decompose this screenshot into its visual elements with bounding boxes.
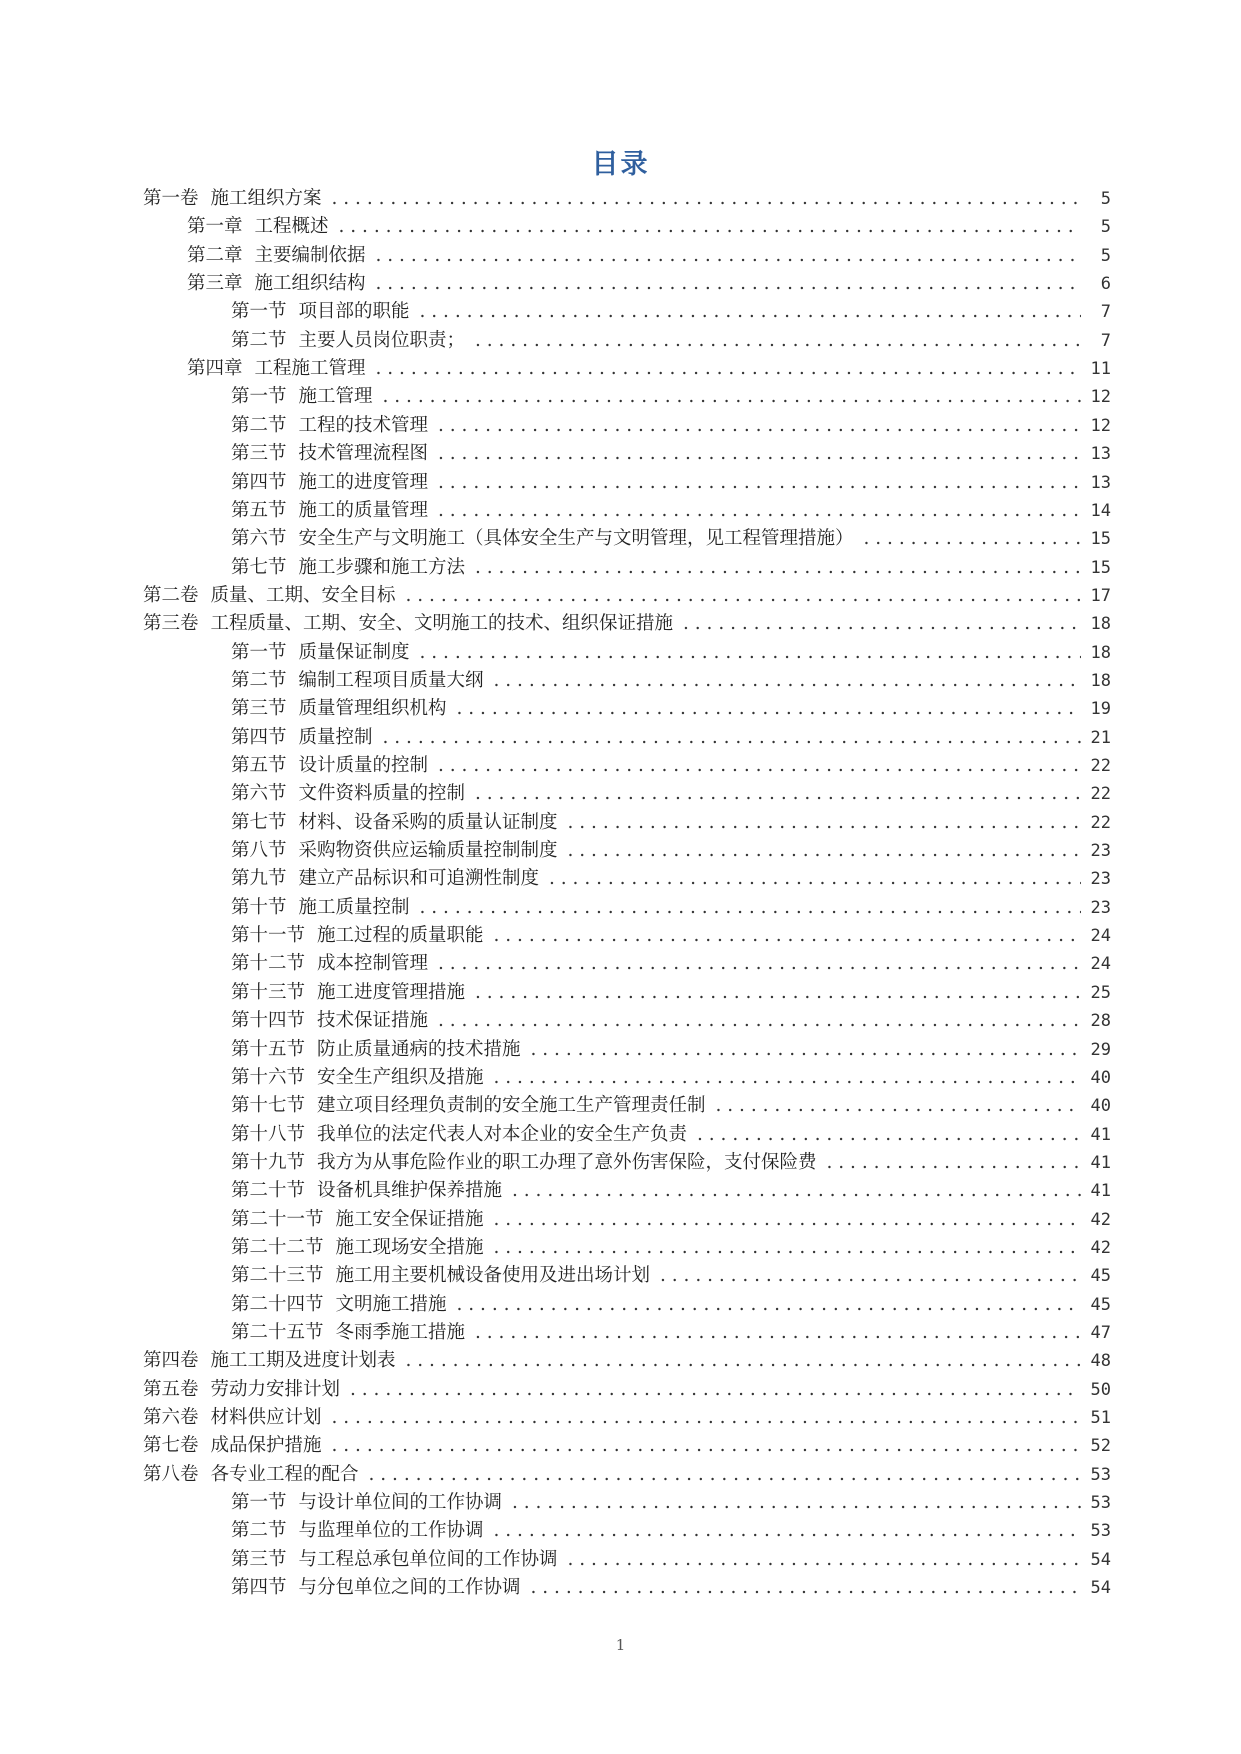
dot-leader (494, 1064, 1081, 1092)
toc-entry-page: 48 (1090, 1351, 1111, 1372)
toc-entry-title: 成本控制管理 (317, 953, 429, 975)
toc-entry-page: 23 (1090, 869, 1111, 890)
toc-entry-page: 24 (1090, 926, 1111, 947)
toc-entry-label: 第二卷 (143, 584, 199, 606)
toc-entry[interactable] (187, 270, 1111, 298)
toc-entry-page: 53 (1090, 1493, 1111, 1514)
toc-entry-title: 质量、工期、安全目标 (210, 584, 396, 606)
toc-entry-label: 第四节 (231, 726, 287, 748)
toc-entry-page: 28 (1090, 1011, 1111, 1032)
toc-entry[interactable] (231, 695, 1111, 723)
toc-entry[interactable] (231, 979, 1111, 1007)
toc-entry-page: 13 (1090, 444, 1111, 465)
toc-entry-label: 第三节 (231, 1548, 287, 1570)
toc-entry-title: 施工的进度管理 (298, 471, 429, 493)
toc-entry-title: 防止质量通病的技术措施 (317, 1038, 521, 1060)
toc-entry-title: 施工管理 (298, 386, 373, 408)
dot-leader (531, 1574, 1081, 1602)
toc-entry-label: 第一节 (231, 1492, 287, 1514)
toc-entry-label: 第二节 (231, 1520, 287, 1542)
toc-entry-page: 5 (1100, 189, 1111, 209)
toc-entry[interactable] (231, 837, 1111, 865)
toc-entry[interactable] (143, 185, 1111, 213)
toc-entry-title: 安全生产组织及措施 (317, 1066, 484, 1088)
toc-entry[interactable] (231, 298, 1111, 326)
toc-entry-title: 安全生产与文明施工（具体安全生产与文明管理，见工程管理措施） (298, 528, 854, 550)
toc-entry-label: 第十二节 (231, 953, 306, 975)
toc-entry[interactable] (231, 865, 1111, 893)
dot-leader (406, 1347, 1081, 1375)
toc-entry-page: 12 (1090, 387, 1111, 408)
page-number: 1 (615, 1636, 626, 1654)
dot-leader (827, 1149, 1081, 1177)
dot-leader (339, 213, 1081, 241)
dot-leader (494, 1234, 1081, 1262)
toc-entry-label: 第十五节 (231, 1038, 306, 1060)
toc-entry-page: 42 (1090, 1237, 1111, 1258)
toc-entry-page: 54 (1090, 1549, 1111, 1570)
dot-leader (369, 1461, 1081, 1489)
toc-entry-label: 第四章 (187, 358, 243, 380)
dot-leader (376, 242, 1081, 270)
dot-leader (438, 950, 1081, 978)
toc-entry-label: 第二十五节 (231, 1322, 324, 1343)
toc-entry-page: 22 (1090, 784, 1111, 805)
dot-leader (683, 610, 1081, 638)
toc-entry-label: 第二节 (231, 669, 287, 691)
toc-entry-label: 第十八节 (231, 1123, 306, 1145)
toc-entry-label: 第二十四节 (231, 1293, 324, 1315)
toc-entry-title: 冬雨季施工措施 (335, 1322, 466, 1343)
toc-entry-title: 成品保护措施 (210, 1435, 322, 1457)
toc-entry-title: 劳动力安排计划 (210, 1378, 341, 1400)
toc-entry[interactable] (231, 1234, 1111, 1262)
dot-leader (420, 298, 1081, 326)
toc-entry-page: 12 (1090, 415, 1111, 436)
toc-entry-title: 建立产品标识和可追溯性制度 (298, 868, 540, 890)
toc-entry-page: 51 (1090, 1408, 1111, 1429)
dot-leader (568, 837, 1081, 865)
toc-entry[interactable] (231, 752, 1111, 780)
toc-entry-title: 与分包单位之间的工作协调 (298, 1577, 521, 1599)
dot-leader (531, 1036, 1081, 1064)
toc-entry-page: 18 (1090, 670, 1111, 691)
dot-leader (438, 412, 1081, 440)
toc-entry[interactable] (231, 327, 1111, 355)
toc-entry-page: 41 (1090, 1152, 1111, 1173)
dot-leader (332, 1404, 1081, 1432)
toc-entry-page: 13 (1090, 472, 1111, 493)
toc-entry-page: 41 (1090, 1124, 1111, 1145)
toc-entry-label: 第六卷 (143, 1407, 199, 1429)
dot-leader (438, 440, 1081, 468)
toc-entry-label: 第一节 (231, 301, 287, 323)
toc-entry-page: 21 (1090, 727, 1111, 748)
toc-entry[interactable] (231, 1036, 1111, 1064)
toc-entry-title: 项目部的职能 (298, 301, 410, 323)
toc-entry-label: 第十四节 (231, 1010, 306, 1032)
dot-leader (350, 1376, 1081, 1404)
toc-entry[interactable] (143, 1376, 1111, 1404)
toc-entry-title: 建立项目经理负责制的安全施工生产管理责任制 (317, 1095, 706, 1117)
toc-entry[interactable] (231, 724, 1111, 752)
toc-entry-title: 主要人员岗位职责； (298, 329, 466, 351)
toc-entry-label: 第五节 (231, 499, 287, 521)
toc-entry-label: 第三节 (231, 698, 287, 720)
dot-leader (438, 752, 1081, 780)
toc-entry[interactable] (231, 667, 1111, 695)
toc-entry-page: 6 (1100, 274, 1111, 295)
toc-entry-page: 24 (1090, 954, 1111, 975)
toc-entry[interactable] (187, 213, 1111, 241)
toc-entry-page: 53 (1090, 1521, 1111, 1542)
toc-entry-label: 第十七节 (231, 1095, 306, 1117)
dot-leader (475, 1319, 1081, 1347)
toc-entry[interactable] (231, 497, 1111, 525)
toc-entry-title: 施工步骤和施工方法 (298, 556, 466, 578)
toc-entry[interactable] (231, 894, 1111, 922)
dot-leader (697, 1121, 1081, 1149)
toc-entry-label: 第十三节 (231, 981, 306, 1003)
dot-leader (864, 525, 1081, 553)
toc-entry-title: 技术管理流程图 (298, 443, 429, 465)
toc-entry[interactable] (231, 1149, 1111, 1177)
dot-leader (420, 639, 1081, 667)
dot-leader (512, 1489, 1081, 1517)
toc-entry-page: 15 (1090, 557, 1111, 578)
toc-entry[interactable] (231, 440, 1111, 468)
toc-entry-label: 第二节 (231, 414, 287, 436)
dot-leader (568, 809, 1081, 837)
toc-entry-page: 40 (1090, 1096, 1111, 1117)
toc-entry-label: 第三节 (231, 443, 287, 465)
toc-entry-title: 设备机具维护保养措施 (317, 1180, 503, 1202)
toc-entry-label: 第十九节 (231, 1151, 306, 1173)
toc-entry-label: 第四卷 (143, 1350, 199, 1372)
toc-entry[interactable] (231, 1262, 1111, 1290)
dot-leader (376, 270, 1081, 298)
toc-entry[interactable] (231, 809, 1111, 837)
toc-entry[interactable] (231, 554, 1111, 582)
toc-entry-title: 施工组织结构 (254, 273, 366, 295)
toc-entry-title: 各专业工程的配合 (210, 1463, 359, 1485)
toc-entry-label: 第一章 (187, 216, 243, 238)
toc-entry-title: 施工过程的质量职能 (317, 925, 484, 947)
toc-entry-title: 材料供应计划 (210, 1407, 322, 1429)
dot-leader (383, 724, 1081, 752)
toc-entry-page: 14 (1090, 500, 1111, 521)
toc-entry-label: 第七卷 (143, 1435, 199, 1457)
toc-entry[interactable] (231, 1517, 1111, 1545)
toc-entry[interactable] (231, 1064, 1111, 1092)
toc-entry-page: 18 (1090, 614, 1111, 635)
toc-entry-label: 第七节 (231, 556, 287, 578)
toc-entry-label: 第五卷 (143, 1378, 199, 1400)
toc-entry[interactable] (187, 355, 1111, 383)
toc-entry-label: 第二十三节 (231, 1265, 324, 1287)
toc-entry[interactable] (231, 525, 1111, 553)
toc-entry-title: 材料、设备采购的质量认证制度 (298, 811, 558, 833)
toc-entry[interactable] (231, 780, 1111, 808)
toc-entry-label: 第十节 (231, 896, 287, 918)
toc-entry-label: 第十六节 (231, 1066, 306, 1088)
toc-entry-title: 我单位的法定代表人对本企业的安全生产负责 (317, 1123, 688, 1145)
toc-entry-title: 施工质量控制 (298, 896, 410, 918)
toc-title: 目录 (591, 149, 650, 180)
dot-leader (549, 865, 1081, 893)
toc-entry[interactable] (143, 1347, 1111, 1375)
dot-leader (494, 922, 1081, 950)
dot-leader (716, 1092, 1081, 1120)
toc-entry[interactable] (143, 1404, 1111, 1432)
dot-leader (406, 582, 1081, 610)
dot-leader (475, 780, 1081, 808)
toc-entry-title: 设计质量的控制 (298, 755, 429, 776)
toc-entry-page: 45 (1090, 1266, 1111, 1287)
toc-entry-title: 工程概述 (254, 216, 329, 238)
dot-leader (475, 979, 1081, 1007)
dot-leader (494, 1206, 1081, 1234)
toc-entry-label: 第九节 (231, 868, 287, 890)
toc-entry-page: 54 (1090, 1578, 1111, 1599)
toc-entry[interactable] (143, 1432, 1111, 1460)
toc-entry-title: 施工工期及进度计划表 (210, 1350, 396, 1372)
toc-entry-page: 29 (1090, 1039, 1111, 1060)
dot-leader (457, 1291, 1081, 1319)
toc-entry[interactable] (143, 610, 1111, 638)
toc-entry-label: 第四节 (231, 471, 287, 493)
toc-entry-page: 23 (1090, 841, 1111, 862)
toc-entry-page: 22 (1090, 756, 1111, 776)
toc-entry-page: 50 (1090, 1379, 1111, 1400)
toc-entry-label: 第六节 (231, 528, 287, 550)
toc-entry[interactable] (187, 242, 1111, 270)
dot-leader (494, 1517, 1081, 1545)
dot-leader (332, 1432, 1081, 1460)
toc-entry-label: 第八节 (231, 840, 287, 862)
toc-entry-label: 第二节 (231, 329, 287, 351)
toc-entry-title: 工程的技术管理 (298, 414, 429, 436)
dot-leader (512, 1177, 1081, 1205)
toc-entry-title: 工程施工管理 (254, 358, 366, 380)
toc-entry-title: 质量管理组织机构 (298, 698, 447, 720)
toc-entry-label: 第一节 (231, 386, 287, 408)
toc-entry-label: 第五节 (231, 755, 287, 776)
dot-leader (475, 554, 1081, 582)
toc-entry-page: 52 (1090, 1436, 1111, 1457)
toc-entry-page: 41 (1090, 1181, 1111, 1202)
dot-leader (475, 327, 1081, 355)
dot-leader (494, 667, 1081, 695)
toc-entry[interactable] (231, 1121, 1111, 1149)
toc-entry-page: 45 (1090, 1294, 1111, 1315)
toc-entry-page: 5 (1100, 217, 1111, 238)
toc-entry-page: 53 (1090, 1464, 1111, 1485)
toc-entry-label: 第一节 (231, 641, 287, 663)
toc-entry-title: 工程质量、工期、安全、文明施工的技术、组织保证措施 (210, 613, 674, 635)
toc-entry[interactable] (231, 1319, 1111, 1347)
toc-entry-label: 第三章 (187, 273, 243, 295)
toc-entry[interactable] (231, 1177, 1111, 1205)
toc-entry-title: 施工的质量管理 (298, 499, 429, 521)
toc-entry-page: 19 (1090, 699, 1111, 720)
toc-entry-page: 23 (1090, 897, 1111, 918)
toc-entry[interactable] (231, 950, 1111, 978)
toc-entry[interactable] (231, 1092, 1111, 1120)
toc-entry-title: 文明施工措施 (335, 1293, 447, 1315)
toc-entry-title: 施工用主要机械设备使用及进出场计划 (335, 1265, 651, 1287)
toc-entry-page: 22 (1090, 812, 1111, 833)
toc-entry[interactable] (231, 469, 1111, 497)
toc-entry-page: 15 (1090, 529, 1111, 550)
toc-entry-label: 第四节 (231, 1577, 287, 1599)
dot-leader (457, 695, 1081, 723)
toc-entry-title: 施工现场安全措施 (335, 1236, 484, 1258)
toc-entry-page: 40 (1090, 1067, 1111, 1088)
toc-entry[interactable] (231, 412, 1111, 440)
toc-entry-title: 施工安全保证措施 (335, 1208, 484, 1230)
toc-entry[interactable] (231, 1206, 1111, 1234)
dot-leader (438, 469, 1081, 497)
toc-entry-page: 47 (1090, 1323, 1111, 1343)
toc-entry-label: 第二十一节 (231, 1208, 324, 1230)
toc-entry[interactable] (231, 639, 1111, 667)
toc-entry-page: 7 (1100, 330, 1111, 351)
dot-leader (420, 894, 1081, 922)
dot-leader (568, 1546, 1081, 1574)
toc-entry-label: 第二章 (187, 244, 243, 266)
toc-entry-label: 第七节 (231, 811, 287, 833)
toc-entry-page: 18 (1090, 642, 1111, 663)
toc-entry-title: 施工组织方案 (210, 188, 322, 209)
toc-entry-title: 与设计单位间的工作协调 (298, 1492, 503, 1514)
toc-entry-title: 主要编制依据 (254, 244, 366, 266)
toc-entry-title: 技术保证措施 (317, 1010, 429, 1032)
toc-entry-page: 5 (1100, 245, 1111, 266)
toc-entry[interactable] (143, 1461, 1111, 1489)
toc-entry-title: 文件资料质量的控制 (298, 783, 466, 805)
toc-entry-title: 与监理单位的工作协调 (298, 1520, 484, 1542)
toc-entry[interactable] (231, 1291, 1111, 1319)
toc-entry-page: 11 (1090, 359, 1111, 380)
dot-leader (383, 383, 1081, 411)
toc-entry-label: 第八卷 (143, 1463, 199, 1485)
toc-entry-page: 17 (1090, 585, 1111, 606)
toc-entry[interactable] (231, 922, 1111, 950)
toc-entry-label: 第十一节 (231, 925, 306, 947)
dot-leader (660, 1262, 1081, 1290)
toc-entry-page: 25 (1090, 982, 1111, 1003)
toc-entry-title: 质量控制 (298, 726, 373, 748)
dot-leader (376, 355, 1081, 383)
toc-entry-page: 42 (1090, 1209, 1111, 1230)
toc-entry-label: 第一卷 (143, 188, 199, 209)
toc-entry-title: 编制工程项目质量大纲 (298, 669, 484, 691)
toc-entry-label: 第六节 (231, 783, 287, 805)
toc-entry[interactable] (231, 1574, 1111, 1602)
toc-entry[interactable] (143, 582, 1111, 610)
toc-entry[interactable] (231, 1489, 1111, 1517)
toc-entry-title: 质量保证制度 (298, 641, 410, 663)
toc-entry-title: 与工程总承包单位间的工作协调 (298, 1548, 558, 1570)
dot-leader (438, 497, 1081, 525)
toc-entry[interactable] (231, 1007, 1111, 1035)
dot-leader (332, 185, 1081, 213)
toc-entry-page: 7 (1100, 302, 1111, 323)
toc-entry-title: 采购物资供应运输质量控制制度 (298, 840, 558, 862)
toc-entry-label: 第二十二节 (231, 1236, 324, 1258)
toc-entry-title: 施工进度管理措施 (317, 981, 466, 1003)
toc-entry[interactable] (231, 383, 1111, 411)
dot-leader (438, 1007, 1081, 1035)
toc-entry-title: 我方为从事危险作业的职工办理了意外伤害保险，支付保险费 (317, 1151, 817, 1173)
toc-entry-label: 第二十节 (231, 1180, 306, 1202)
toc-entry[interactable] (231, 1546, 1111, 1574)
toc-entry-label: 第三卷 (143, 613, 199, 635)
